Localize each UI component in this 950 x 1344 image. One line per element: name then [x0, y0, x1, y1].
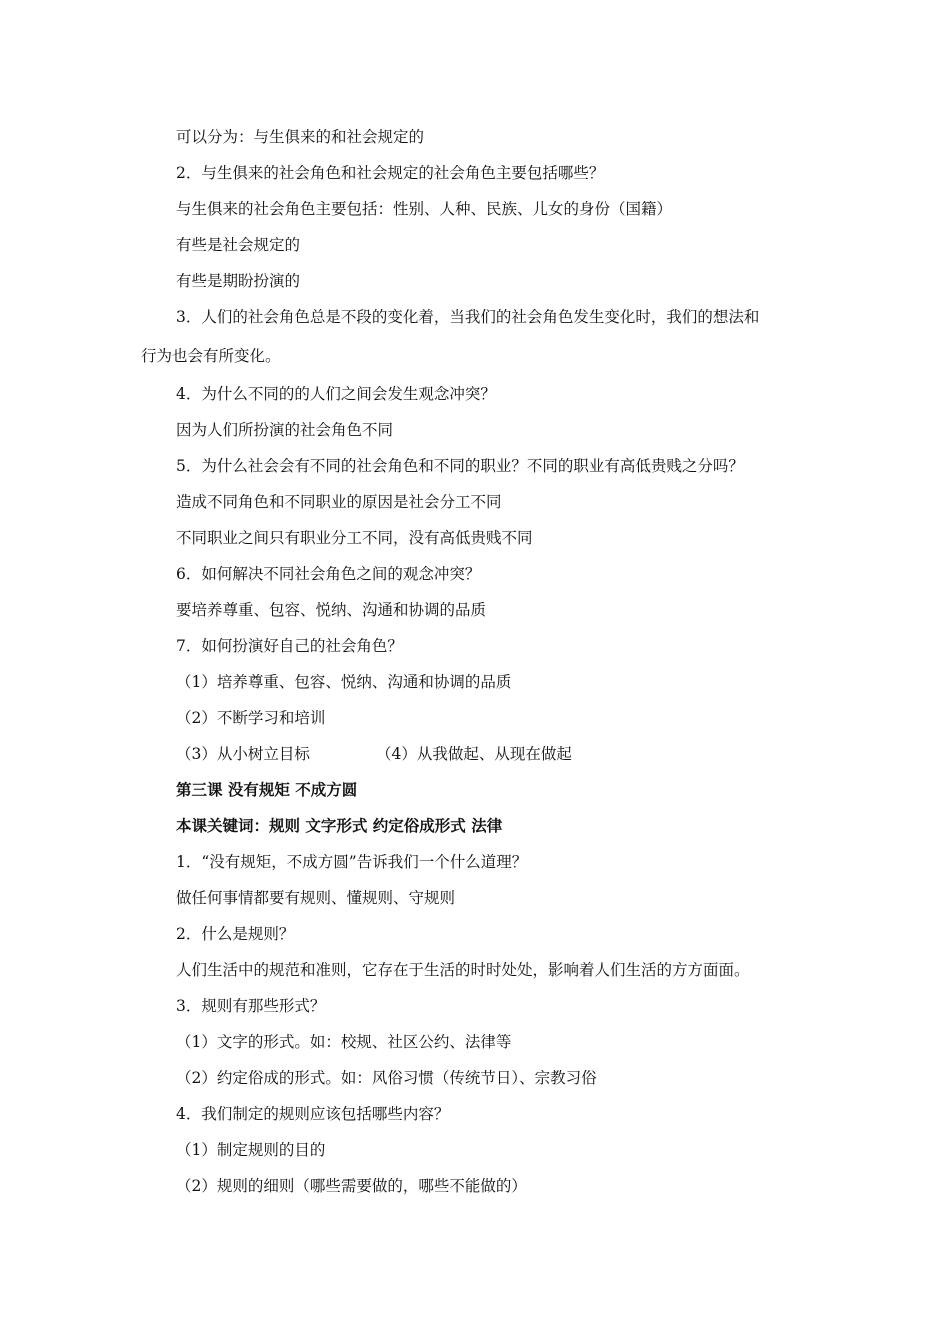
text-line: 因为人们所扮演的社会角色不同	[176, 421, 394, 439]
list-item: （4）从我做起、从现在做起	[376, 745, 572, 763]
question-6: 6．如何解决不同社会角色之间的观念冲突？	[176, 565, 481, 583]
list-item: （2）规则的细则（哪些需要做的，哪些不能做的）	[176, 1177, 527, 1195]
list-item: （1）制定规则的目的	[176, 1141, 326, 1159]
list-item: （2）约定俗成的形式。如：风俗习惯（传统节日）、宗教习俗	[176, 1069, 597, 1087]
question-7: 7．如何扮演好自己的社会角色？	[176, 637, 403, 655]
question-4: 4．为什么不同的的人们之间会发生观念冲突？	[176, 385, 496, 403]
text-line: 与生俱来的社会角色主要包括：性别、人种、民族、儿女的身份（国籍）	[176, 200, 673, 218]
question-3: 3．人们的社会角色总是不段的变化着，当我们的社会角色发生变化时，我们的想法和	[176, 308, 760, 326]
text-line: 不同职业之间只有职业分工不同，没有高低贵贱不同	[176, 529, 533, 547]
question-3: 3．规则有那些形式？	[176, 997, 326, 1015]
text-line: 要培养尊重、包容、悦纳、沟通和协调的品质	[176, 601, 487, 619]
list-item: （1）文字的形式。如：校规、社区公约、法律等	[176, 1033, 512, 1051]
question-2: 2．什么是规则？	[176, 925, 295, 943]
question-5: 5．为什么社会会有不同的社会角色和不同的职业？不同的职业有高低贵贱之分吗？	[176, 457, 744, 475]
list-item: （3）从小树立目标	[176, 745, 310, 763]
question-3-continued: 行为也会有所变化。	[141, 347, 281, 365]
question-4: 4．我们制定的规则应该包括哪些内容？	[176, 1105, 450, 1123]
text-line: 造成不同角色和不同职业的原因是社会分工不同	[176, 493, 502, 511]
text-line: 有些是社会规定的	[176, 236, 301, 254]
question-2: 2．与生俱来的社会角色和社会规定的社会角色主要包括哪些？	[176, 164, 605, 182]
text-line: 可以分为：与生俱来的和社会规定的	[176, 128, 425, 146]
text-line: 做任何事情都要有规则、懂规则、守规则	[176, 889, 456, 907]
lesson-keywords: 本课关键词：规则 文字形式 约定俗成形式 法律	[176, 816, 503, 835]
lesson-title: 第三课 没有规矩 不成方圆	[176, 780, 358, 799]
text-line: 人们生活中的规范和准则，它存在于生活的时时处处，影响着人们生活的方方面面。	[176, 961, 750, 979]
text-line: 有些是期盼扮演的	[176, 272, 301, 290]
list-item: （2）不断学习和培训	[176, 709, 326, 727]
list-item: （1）培养尊重、包容、悦纳、沟通和协调的品质	[176, 673, 512, 691]
question-1: 1．“没有规矩，不成方圆”告诉我们一个什么道理？	[176, 853, 528, 871]
